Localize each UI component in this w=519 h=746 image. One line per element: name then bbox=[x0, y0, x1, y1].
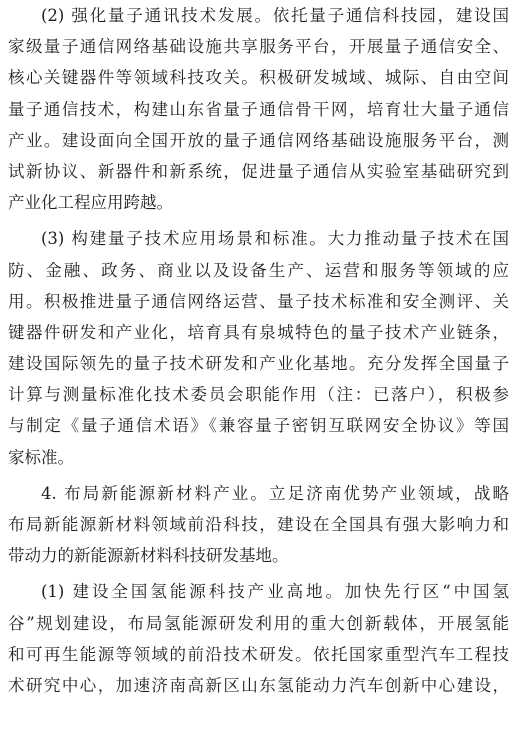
text-line: 术研究中心，加速济南高新区山东氢能动力汽车创新中心建设， bbox=[8, 675, 509, 695]
paragraph-new-energy-materials bbox=[8, 478, 509, 572]
text-line: 布局新能源新材料领域前沿科技，建设在全国具有强大影响力和 bbox=[8, 515, 509, 534]
text-line: 试新协议、新器件和新系统，促进量子通信从实验室基础研究到 bbox=[8, 161, 509, 181]
text-line: (1) 建设全国氢能源科技产业高地。加快先行区“中国氢 bbox=[41, 582, 509, 602]
paragraph-quantum-communication bbox=[8, 0, 509, 218]
text-line: 带动力的新能源新材料科技研发基地。 bbox=[8, 546, 289, 566]
text-line: 与制定《量子通信术语》《兼容量子密钥互联网安全协议》等国 bbox=[8, 416, 509, 436]
text-line: 家标准。 bbox=[8, 447, 74, 467]
text-line: 用。积极推进量子通信网络运营、量子技术标准和安全测评、关 bbox=[8, 291, 509, 311]
text-line: 键器件研发和产业化，培育具有泉城特色的量子技术产业链条， bbox=[8, 322, 509, 342]
text-line: 计算与测量标准化技术委员会职能作用（注：已落户），积极参 bbox=[8, 385, 509, 405]
text-line: 和可再生能源等领域的前沿技术研发。依托国家重型汽车工程技 bbox=[8, 644, 509, 664]
text-line: (3) 构建量子技术应用场景和标准。大力推动量子技术在国 bbox=[41, 229, 509, 249]
text-line: 建设国际领先的量子技术研发和产业化基地。充分发挥全国量子 bbox=[8, 354, 509, 374]
paragraph-quantum-standards bbox=[8, 223, 509, 473]
text-line: (2) 强化量子通讯技术发展。依托量子通信科技园，建设国 bbox=[41, 6, 509, 25]
text-line: 产业。建设面向全国开放的量子通信网络基础设施服务平台，测 bbox=[8, 130, 509, 150]
text-line: 核心关键器件等领域科技攻关。积极研发城域、城际、自由空间 bbox=[8, 68, 509, 88]
text-line: 产业化工程应用跨越。 bbox=[8, 193, 173, 213]
text-line: 防、金融、政务、商业以及设备生产、运营和服务等领域的应 bbox=[8, 260, 509, 280]
text-line: 家级量子通信网络基础设施共享服务平台，开展量子通信安全、 bbox=[8, 37, 509, 57]
text-line: 4. 布局新能源新材料产业。立足济南优势产业领域，战略 bbox=[41, 483, 509, 503]
text-line: 量子通信技术，构建山东省量子通信骨干网，培育壮大量子通信 bbox=[8, 99, 509, 119]
paragraph-hydrogen-energy bbox=[8, 576, 509, 701]
text-line: 谷”规划建设，布局氢能源研发利用的重大创新载体，开展氢能 bbox=[8, 613, 509, 633]
